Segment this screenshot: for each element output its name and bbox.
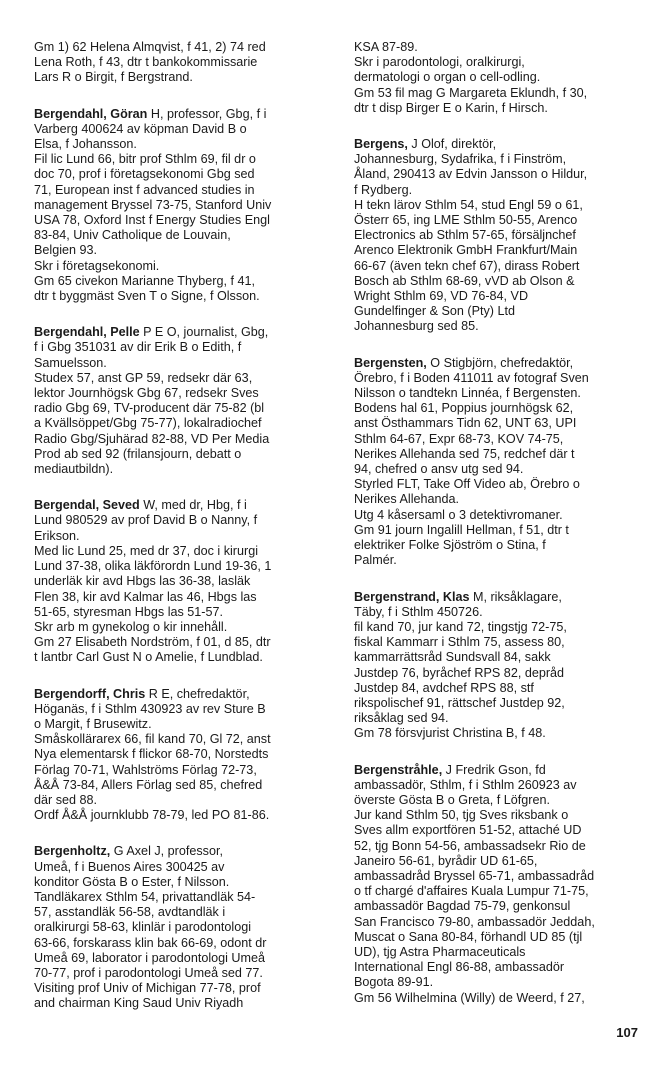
entry-text-line: Bodens hal 61, Poppius journhögsk 62, <box>354 401 574 416</box>
biography-entry <box>34 107 326 305</box>
entry-text-line: Lars R o Birgit, f Bergstrand. <box>34 70 193 85</box>
entry-text-line: Varberg 400624 av köpman David B o <box>34 121 247 136</box>
entry-title: G Axel J, professor, <box>110 844 223 859</box>
entry-text-line: ambassadör, Sthlm, f i Sthlm 260923 av <box>354 777 577 792</box>
entry-text-line: ambassadråd Bryssel 65-71, ambassadråd <box>354 868 595 883</box>
entry-text-line: fiskal Kammarr i Sthlm 75, assess 80, <box>354 635 565 650</box>
entry-text-line: underläk kir avd Hbgs las 36-38, lasläk <box>34 574 251 589</box>
entry-text-line: Örebro, f i Boden 411011 av fotograf Sven <box>354 370 589 385</box>
entry-name: Bergendahl, Göran <box>34 106 148 121</box>
biography-entry <box>34 844 326 1011</box>
entry-text-line: Nerikes Allehanda sed 75, redchef där t <box>354 446 575 461</box>
entry-text-line: Arenco Elektronik GmbH Frankfurt/Main <box>354 243 578 258</box>
entry-first-line <box>34 687 326 702</box>
entry-text-line: Justdep 84, avdchef RPS 88, stf <box>354 680 534 695</box>
entry-text-line: and chairman King Saud Univ Riyadh <box>34 996 244 1011</box>
entry-text-line: 52, tjg Bonn 54-56, ambassadsekr Rio de <box>354 838 586 853</box>
entry-title: R E, chefredaktör, <box>145 686 250 701</box>
page-number: 107 <box>616 1025 638 1040</box>
entry-text-line: Skr i företagsekonomi. <box>34 258 160 273</box>
entry-name: Bergensten, <box>354 355 427 370</box>
entry-text-line: f Rydberg. <box>354 182 413 197</box>
entry-text-line: Gm 56 Wilhelmina (Willy) de Weerd, f 27, <box>354 990 585 1005</box>
entry-text-line: dtr t disp Birger E o Karin, f Hirsch. <box>354 100 548 115</box>
entry-text-line: doc 70, prof i företagsekonomi Gbg sed <box>34 167 255 182</box>
entry-text-line: Samuelsson. <box>34 355 107 370</box>
entry-first-line <box>354 763 646 778</box>
right-column <box>354 40 646 1027</box>
entry-text-line: Janeiro 56-61, byrådir UD 61-65, <box>354 853 538 868</box>
entry-name: Bergendal, Seved <box>34 498 140 513</box>
entry-text-line: H tekn lärov Sthlm 54, stud Engl 59 o 61, <box>354 197 583 212</box>
entry-text-line: Lund 980529 av prof David B o Nanny, f <box>34 513 258 528</box>
entry-title: O Stigbjörn, chefredaktör, <box>426 355 574 370</box>
biography-entry <box>354 137 646 335</box>
biography-entry <box>34 325 326 477</box>
entry-text-line: Jur kand Sthlm 50, tjg Sves riksbank o <box>354 808 569 823</box>
entry-text-line: o tf chargé d'affaires Kuala Lumpur 71-75, <box>354 884 589 899</box>
entry-text-line: ambassadör Bagdad 75-79, genkonsul <box>354 899 571 914</box>
entry-first-line <box>34 325 326 340</box>
entry-text-line: UD), tjg Astra Pharmaceuticals <box>354 944 526 959</box>
entry-text-line: Johannesburg sed 85. <box>354 319 479 334</box>
entry-text-line: Umeå 69, laborator i parodontologi Umeå <box>34 950 266 965</box>
entry-first-line <box>354 590 646 605</box>
entry-text-line: Höganäs, f i Sthlm 430923 av rev Sture B <box>34 701 266 716</box>
entry-text-line: Prod ab sed 92 (frilansjourn, debatt o <box>34 446 242 461</box>
entry-text-line: överste Gösta B o Greta, f Löfgren. <box>354 792 551 807</box>
entry-text-line: Åland, 290413 av Edvin Jansson o Hildur, <box>354 167 588 182</box>
entry-text-line: rikspolischef 91, rättschef Justdep 92, <box>354 695 565 710</box>
entry-text-line: management Bryssel 73-75, Stanford Univ <box>34 197 272 212</box>
entry-text-line: Erikson. <box>34 528 80 543</box>
entry-text-line: t lantbr Carl Gust N o Amelie, f Lundblad. <box>34 650 263 665</box>
entry-text-line: International Engl 86-88, ambassadör <box>354 960 565 975</box>
entry-title: J Olof, direktör, <box>407 137 497 152</box>
entry-text-line: Nerikes Allehanda. <box>354 492 460 507</box>
entry-first-line <box>34 107 326 122</box>
entry-name: Bergenstråhle, <box>354 762 443 777</box>
entry-text-line: Skr i parodontologi, oralkirurgi, <box>354 55 525 70</box>
entry-text-line: 63-66, forskarass klin bak 66-69, odont dr <box>34 935 267 950</box>
entry-text-line: 57, asstandläk 56-58, avdtandläk i <box>34 905 226 920</box>
entry-text-line: Skr arb m gynekolog o kir innehåll. <box>34 619 228 634</box>
entry-text-line: konditor Gösta B o Ester, f Nilsson. <box>34 874 230 889</box>
entry-first-line <box>354 356 646 371</box>
entry-text-line: Täby, f i Sthlm 450726. <box>354 604 483 619</box>
entry-text-line: 94, chefred o ansv utg sed 94. <box>354 462 524 477</box>
entry-text-line: Ordf Å&Å journklubb 78-79, led PO 81-86. <box>34 808 270 823</box>
entry-text-line: dtr t byggmäst Sven T o Signe, f Olsson. <box>34 289 260 304</box>
entry-text-line: Justdep 76, byråchef RPS 82, depråd <box>354 665 565 680</box>
entry-text-line: Gundelfinger & Son (Pty) Ltd <box>354 304 516 319</box>
entry-text-line: f i Gbg 351031 av dir Erik B o Edith, f <box>34 340 242 355</box>
biography-entry <box>354 590 646 742</box>
entry-text-line: Gm 91 journ Ingalill Hellman, f 51, dtr t <box>354 522 569 537</box>
entry-name: Bergenholtz, <box>34 844 111 859</box>
biography-entry <box>34 687 326 824</box>
entry-text-line: 71, European inst f advanced studies in <box>34 182 255 197</box>
entry-title: J Fredrik Gson, fd <box>442 762 546 777</box>
entry-text-line: Med lic Lund 25, med dr 37, doc i kirurgi <box>34 543 259 558</box>
entry-text-line: anst Östhammars Tidn 62, UNT 63, UPI <box>354 416 577 431</box>
entry-title: W, med dr, Hbg, f i <box>139 498 247 513</box>
entry-text-line: Gm 27 Elisabeth Nordström, f 01, d 85, dtr <box>34 635 271 650</box>
entry-text-line: där sed 88. <box>34 792 98 807</box>
entry-text-line: Småskollärarex 66, fil kand 70, Gl 72, anst <box>34 732 271 747</box>
entry-text-line: 83-84, Univ Catholique de Louvain, <box>34 228 231 243</box>
entry-name: Bergens, <box>354 137 408 152</box>
entry-text-line: Umeå, f i Buenos Aires 300425 av <box>34 859 225 874</box>
entry-text-line: Bogota 89-91. <box>354 975 434 990</box>
entry-text-line: Palmér. <box>354 553 397 568</box>
entry-text-line: Radio Gbg/Sjuhärad 82-88, VD Per Media <box>34 431 270 446</box>
entry-name: Bergendorff, Chris <box>34 686 146 701</box>
entry-text-line: Bosch ab Sthlm 68-69, vVD ab Olson & <box>354 273 575 288</box>
entry-text-line: oralkirurgi 58-63, klinlär i parodontologi <box>34 920 252 935</box>
entry-text-line: San Francisco 79-80, ambassadör Jeddah, <box>354 914 595 929</box>
entry-text-line: Electronics ab Sthlm 57-65, försäljnchef <box>354 228 576 243</box>
entry-text-line: Lund 37-38, olika läkförordn Lund 19-36, 1 <box>34 559 272 574</box>
entry-text-line: Nya elementarsk f flickor 68-70, Norstedts <box>34 747 269 762</box>
entry-text-line: kammarrättsråd Sundsvall 84, sakk <box>354 650 551 665</box>
entry-text-line: Elsa, f Johansson. <box>34 137 137 152</box>
entry-text-line: radio Gbg 69, TV-producent där 75-82 (bl <box>34 401 265 416</box>
entry-continuation <box>354 40 646 116</box>
entry-text-line: Sves allm exportfören 51-52, attaché UD <box>354 823 582 838</box>
entry-text-line: Fil lic Lund 66, bitr prof Sthlm 69, fil dr o <box>34 152 256 167</box>
left-column <box>34 40 326 1033</box>
entry-title: P E O, journalist, Gbg, <box>139 325 269 340</box>
entry-text-line: lektor Journhögsk Gbg 67, redsekr Sves <box>34 386 259 401</box>
entry-text-line: Utg 4 kåsersaml o 3 detektivromaner. <box>354 507 563 522</box>
entry-text-line: Gm 1) 62 Helena Almqvist, f 41, 2) 74 red <box>34 40 266 54</box>
entry-text-line: Å&Å 73-84, Allers Förlag sed 85, chefred <box>34 777 263 792</box>
entry-name: Bergendahl, Pelle <box>34 325 140 340</box>
entry-text-line: Sthlm 64-67, Expr 68-73, KOV 74-75, <box>354 431 564 446</box>
entry-first-line <box>34 498 326 513</box>
entry-continuation <box>34 40 326 86</box>
entry-text-line: elektriker Folke Sjöström o Stina, f <box>354 538 546 553</box>
entry-text-line: Österr 65, ing LME Sthlm 50-55, Arenco <box>354 213 578 228</box>
entry-title: H, professor, Gbg, f i <box>147 106 267 121</box>
entry-text-line: Belgien 93. <box>34 243 98 258</box>
entry-text-line: Gm 65 civekon Marianne Thyberg, f 41, <box>34 273 255 288</box>
biography-entry <box>354 763 646 1006</box>
entry-text-line: Gm 53 fil mag G Margareta Eklundh, f 30, <box>354 85 588 100</box>
entry-first-line <box>34 844 326 859</box>
entry-text-line: o Margit, f Brusewitz. <box>34 716 152 731</box>
entry-text-line: Nilsson o tandtekn Linnéa, f Bergensten. <box>354 386 581 401</box>
entry-text-line: Lena Roth, f 43, dtr t bankokommissarie <box>34 55 258 70</box>
entry-text-line: Muscat o Sana 80-84, förhandl UD 85 (tjl <box>354 929 583 944</box>
entry-text-line: Studex 57, anst GP 59, redsekr där 63, <box>34 370 253 385</box>
entry-text-line: Styrled FLT, Take Off Video ab, Örebro o <box>354 477 580 492</box>
entry-name: Bergenstrand, Klas <box>354 589 470 604</box>
entry-title: M, riksåklagare, <box>469 589 562 604</box>
entry-text-line: Gm 78 försvjurist Christina B, f 48. <box>354 726 546 741</box>
entry-text-line: Förlag 70-71, Wahlströms Förlag 72-73, <box>34 762 257 777</box>
entry-first-line <box>354 137 646 152</box>
entry-text-line: USA 78, Oxford Inst f Energy Studies Engl <box>34 213 270 228</box>
entry-text-line: KSA 87-89. <box>354 40 418 54</box>
entry-text-line: Johannesburg, Sydafrika, f i Finström, <box>354 152 567 167</box>
entry-text-line: Tandläkarex Sthlm 54, privattandläk 54- <box>34 889 256 904</box>
entry-text-line: 66-67 (även tekn chef 67), dirass Robert <box>354 258 580 273</box>
entry-text-line: 70-77, prof i parodontologi Umeå sed 77. <box>34 965 263 980</box>
entry-text-line: Flen 38, kir avd Kalmar las 46, Hbgs las <box>34 589 257 604</box>
biography-entry <box>354 356 646 569</box>
entry-text-line: fil kand 70, jur kand 72, tingstjg 72-75, <box>354 619 567 634</box>
entry-text-line: a Kvällsöppet/Gbg 75-77), lokalradiochef <box>34 416 262 431</box>
entry-text-line: mediautbildn). <box>34 462 114 477</box>
entry-text-line: Wright Sthlm 69, VD 76-84, VD <box>354 289 529 304</box>
entry-text-line: dermatologi o organ o cell-odling. <box>354 70 541 85</box>
entry-text-line: 51-65, styresman Hbgs las 51-57. <box>34 604 223 619</box>
biography-entry <box>34 498 326 665</box>
entry-text-line: riksåklag sed 94. <box>354 711 449 726</box>
entry-text-line: Visiting prof Univ of Michigan 77-78, prof <box>34 981 261 996</box>
